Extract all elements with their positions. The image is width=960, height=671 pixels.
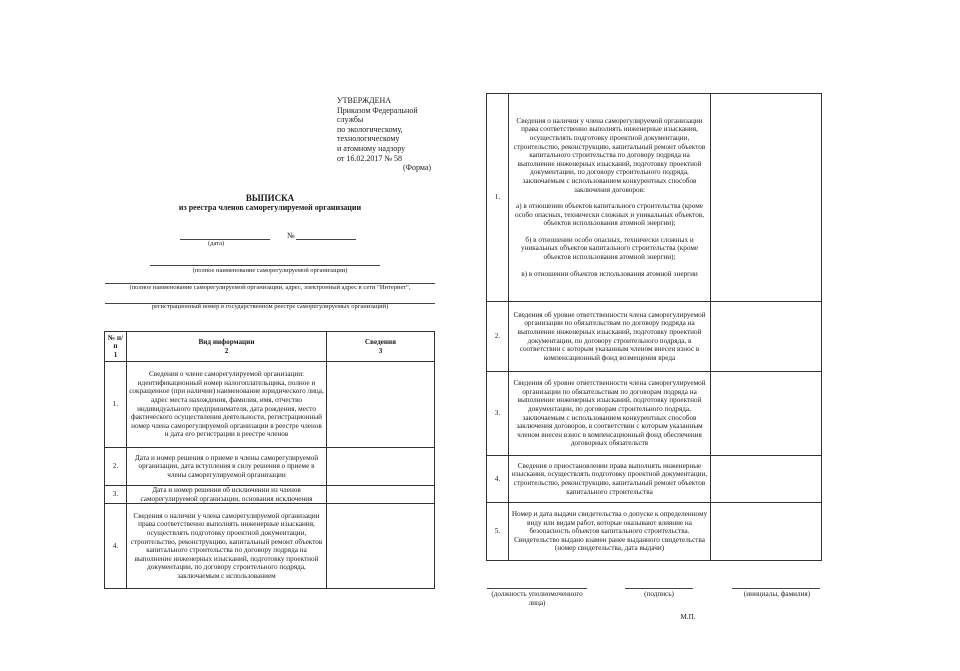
row-num: 2.	[487, 302, 509, 372]
table-row	[105, 362, 435, 448]
row-text-part: б) в отношении особо опасных, технически сложных и уникальных объектов капитального строительства (кроме объектов использования атомной энергии);	[520, 235, 699, 262]
position-label: (должность уполномоченного лица)	[491, 590, 583, 607]
row-text-part: в) в отношении объектов использования атомной энергии	[521, 269, 698, 278]
signature-label: (подпись)	[644, 590, 674, 598]
approval-line: технологическому	[337, 134, 400, 144]
row-text: Дата и номер решения о приеме в члены саморегулируемой организации, дата вступления в силу решения о приеме в члены саморегулируемой организации	[127, 448, 327, 486]
row-text: Номер и дата выдачи свидетельства о допуске к определенному виду или видам работ, которые оказывают влияние на безопасность объектов капитального строительства. Свидетельство выдано взамен ранее выданного свидетельства (номер свидетельства, дата выдачи)	[509, 503, 711, 561]
table-row	[487, 94, 822, 302]
approval-line: и атомному надзору	[337, 143, 406, 153]
row-num: 3.	[105, 486, 127, 504]
name-line	[732, 588, 820, 589]
document-subtitle: из реестра членов саморегулируемой организации	[178, 203, 362, 212]
table-row	[105, 486, 435, 504]
approval-block	[337, 96, 447, 163]
left-register-table	[104, 331, 435, 589]
row-text-part: а) в отношении объектов капитального строительства (кроме особо опасных, технически сложных и уникальных объектов, объектов использования атомной энергии);	[514, 202, 705, 228]
row-value	[711, 372, 822, 456]
table-row	[105, 504, 435, 589]
name-label: (инициалы, фамилия)	[743, 590, 811, 598]
approval-line: Приказом Федеральной	[337, 105, 418, 115]
header-info-label: Вид информации	[198, 337, 255, 346]
approval-line: по экологическому,	[337, 124, 403, 134]
row-num: 2.	[105, 448, 127, 486]
table-header-row	[105, 332, 435, 362]
header-info-type	[127, 332, 327, 362]
header-details	[327, 332, 435, 362]
row-text	[509, 94, 711, 302]
row-value	[327, 448, 435, 486]
row-num: 4.	[487, 456, 509, 503]
row-text: Сведения о члене саморегулируемой организации: идентификационный номер налогоплательщика, полное и сокращенное (при наличии) наименование юридического лица, адрес места нахождения, фамилия, имя, отчество индивидуального предпринимателя, дата рождения, место фактического осуществления деятельности, регистрационный номер члена саморегулируемой организации в реестре членов и дата его регистрации в реестре членов	[127, 362, 327, 448]
row-num: 4.	[105, 504, 127, 589]
table-row	[487, 302, 822, 372]
header-info-index: 2	[224, 346, 229, 355]
table-row	[487, 372, 822, 456]
row-text: Сведения о приостановлении права выполнять инженерные изыскания, осуществлять подготовку проектной документации, строительство, реконструкцию, капитальный ремонт объектов капитального строительства	[509, 456, 711, 503]
row-value	[711, 503, 822, 561]
header-num-index: 1	[113, 350, 118, 359]
row-text: Дата и номер решения об исключении из членов саморегулируемой организации, основания исключения	[127, 486, 327, 504]
table-row	[487, 503, 822, 561]
row-value	[327, 362, 435, 448]
number-line	[296, 239, 356, 240]
header-num-label: № п/п	[107, 333, 124, 351]
date-label: (дата)	[208, 240, 225, 247]
stamp-label: М.П.	[680, 613, 696, 621]
right-register-table	[486, 93, 822, 561]
row-value	[711, 302, 822, 372]
sro-regnum-label: регистрационный номер в государственном реестре саморегулируемых организаций)	[151, 303, 389, 310]
header-num	[105, 332, 127, 362]
sro-name-label: (полное наименование саморегулируемой организации)	[192, 267, 348, 274]
row-value	[327, 486, 435, 504]
row-text: Сведения о наличии у члена саморегулируемой организации права соответственно выполнять инженерные изыскания, осуществлять подготовку проектной документации, строительство, реконструкцию, капитальный ремонт объектов капитального строительства по договору подряда на выполнение инженерных изысканий, подготовку проектной документации, по договору строительного подряда, заключаемым с использованием	[127, 504, 327, 589]
header-details-label: Сведения	[364, 337, 397, 346]
row-num: 5.	[487, 503, 509, 561]
row-num: 1.	[105, 362, 127, 448]
date-line	[180, 239, 270, 240]
sro-address-label: (полное наименование саморегулируемой организации, адрес, электронный адрес в сети "Интернет",	[129, 284, 411, 291]
table-row	[487, 456, 822, 503]
row-value	[711, 456, 822, 503]
row-num: 1.	[487, 94, 509, 302]
table-row	[105, 448, 435, 486]
row-num: 3.	[487, 372, 509, 456]
number-sign: №	[287, 231, 295, 240]
approval-heading: УТВЕРЖДЕНА	[337, 96, 392, 105]
row-text: Сведения об уровне ответственности члена саморегулируемой организации по обязательствам по договору подряда на выполнение инженерных изысканий, подготовку проектной документации, по договору строительного подряда, в соответствии с которым указанным членом внесен взнос в компенсационный фонд возмещения вреда	[509, 302, 711, 372]
approval-line: от 16.02.2017 № 58	[337, 153, 403, 163]
row-text: Сведения об уровне ответственности члена саморегулируемой организации по обязательствам по договорам подряда на выполнение инженерных изысканий, подготовку проектной документации, по договорам строительного подряда, заключаемым с использованием конкурентных способов заключения договоров, в соответствии с которым указанным членом внесен взнос в компенсационный фонд обеспечения договорных обязательств	[509, 372, 711, 456]
header-details-index: 3	[378, 346, 383, 355]
sro-name-line	[150, 265, 380, 266]
row-text-part: Сведения о наличии у члена саморегулируемой организации права соответственно выполнять инженерные изыскания, осуществлять подготовку проектной документации, строительство, реконструкцию, капитальный ремонт объектов капитального строительства по договору подряда на выполнение инженерных изысканий, подготовку проектной документации, по договору строительного подряда, заключаемым с использованием конкурентных способов заключения договоров:	[513, 116, 706, 194]
row-value	[711, 94, 822, 302]
document-title: ВЫПИСКА	[245, 193, 295, 203]
row-value	[327, 504, 435, 589]
position-line	[487, 588, 587, 589]
approval-line: службы	[337, 115, 364, 125]
form-label: (Форма)	[403, 163, 432, 172]
signature-line	[625, 588, 693, 589]
